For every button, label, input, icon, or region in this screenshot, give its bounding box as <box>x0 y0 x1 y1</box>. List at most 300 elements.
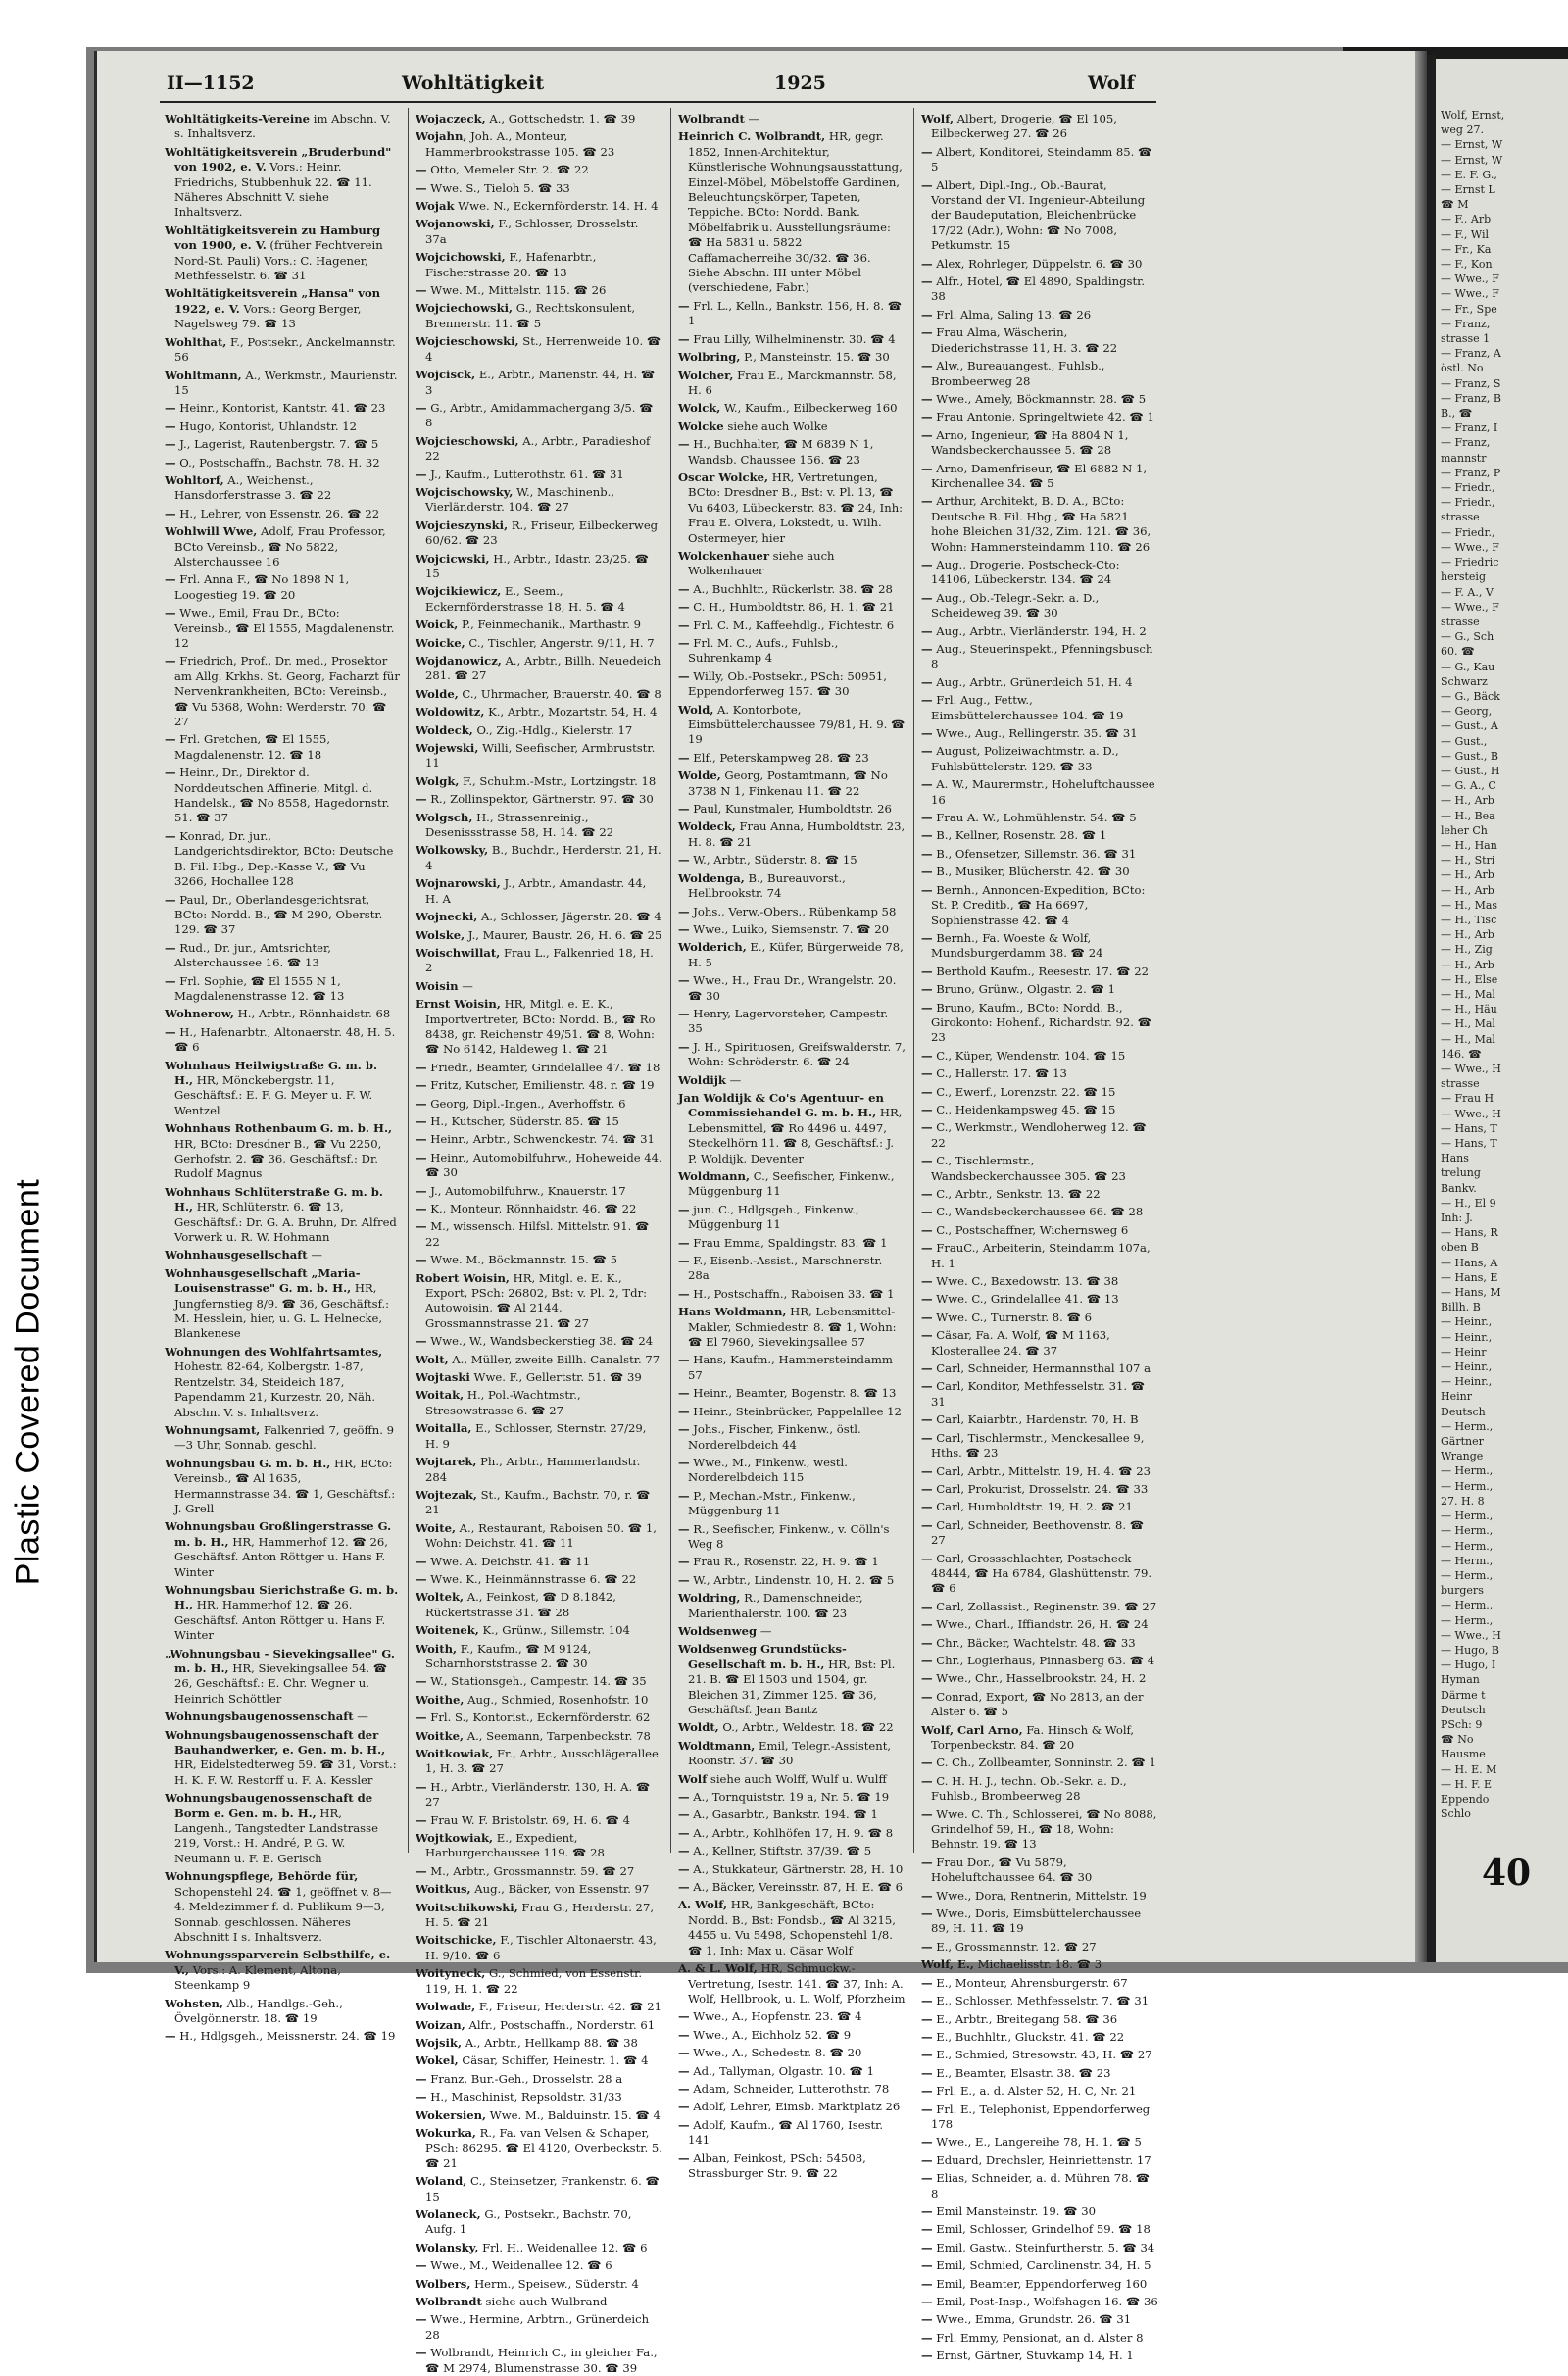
entry-name: Wohltätigkeitsverein „Bruderbund" von 1902, e. V. <box>165 144 392 174</box>
entry-details: H., Arbtr., Idastr. 23/25. ☎ 15 <box>425 551 650 580</box>
entry-name: — <box>921 1635 933 1650</box>
entry-details: Emil Mansteinstr. 19. ☎ 30 <box>936 2203 1096 2218</box>
directory-entry <box>416 1747 662 1777</box>
entry-name: Woitschikowski, <box>416 1900 518 1914</box>
entry-name: — <box>921 1671 933 1686</box>
directory-entry <box>921 1654 1160 1668</box>
entry-details: siehe auch Wolff, Wulf u. Wulff <box>710 1771 887 1786</box>
directory-entry <box>921 410 1160 424</box>
entry-name: — <box>678 921 690 936</box>
entry-details: Heinr., Dr., Direktor d. Norddeutschen Affinerie, Mitgl. d. Handelsk., ☎ No 8558, Hagedornstr. 51. ☎ 37 <box>174 766 390 825</box>
entry-details: Wwe., H., Frau Dr., Wrangelstr. 20. ☎ 30 <box>688 973 897 1003</box>
entry-details: HR, Mitgl. e. E. K., Importvertreter, BCto: Nordd. B., ☎ Ro 8438, gr. Reichenstr 49/51. ☎ 8, Wohn: ☎ No 6142, Haldeweg 1. ☎ 21 <box>425 997 656 1057</box>
entry-details: August, Polizeiwachtmstr. a. D., Fuhlsbüttelerstr. 129. ☎ 33 <box>931 744 1119 773</box>
entry-details: Vors.: Georg Berger, Nagelsweg 79. ☎ 13 <box>174 301 362 331</box>
next-page-line: Billh. B <box>1441 1301 1481 1314</box>
directory-entry <box>416 434 662 465</box>
entry-name: Wolf, E., <box>921 1957 974 1972</box>
entry-details: Frau Alma, Wäscherin, Diederichstrasse 11, H. 3. ☎ 22 <box>931 325 1118 355</box>
entry-details: W., Arbtr., Süderstr. 8. ☎ 15 <box>693 853 858 867</box>
entry-details: H., Hafenarbtr., Altonaerstr. 48, H. 5. ☎ 6 <box>174 1024 396 1055</box>
directory-entry <box>416 687 662 702</box>
entry-details: R., Fa. van Velsen & Schaper, PSch: 86295. ☎ El 4120, Overbeckstr. 5. ☎ 21 <box>425 2125 662 2170</box>
entry-name: — <box>921 1807 933 1821</box>
entry-name: — <box>921 1517 933 1532</box>
entry-name: Wolcke <box>678 419 724 433</box>
directory-entry <box>678 1386 906 1401</box>
entry-details: H., Kutscher, Süderstr. 85. ☎ 15 <box>430 1114 619 1128</box>
entry-details: jun. C., Hdlgsgeh., Finkenw., Müggenburg 11 <box>688 1202 859 1232</box>
entry-name: — <box>921 325 933 340</box>
entry-details: Franz, Bur.-Geh., Drosselstr. 28 a <box>430 2071 623 2086</box>
directory-entry <box>678 973 906 1004</box>
entry-name: Wohnhausgesellschaft <box>165 1248 308 1262</box>
entry-details: A., Arbtr., Billh. Neuedeich 281. ☎ 27 <box>425 654 662 683</box>
entry-name: — <box>921 744 933 759</box>
entry-name: — <box>921 1855 933 1869</box>
next-page-line: — Heinr., <box>1441 1330 1493 1344</box>
entry-details: HR, Vertretungen, BCto: Dresdner B., Bst: v. Pl. 13, ☎ Vu 6403, Lübeckerstr. 83. ☎ 24, Inh: Frau E. Olvera, Lokstedt, u. Wilh. Ostermeyer, hier <box>688 470 904 545</box>
directory-entry <box>165 524 400 569</box>
entry-details: Frau Dor., ☎ Vu 5879, Hoheluftchaussee 64. ☎ 30 <box>931 1855 1093 1885</box>
entry-details: Frl. C. M., Kaffeehdlg., Fichtestr. 6 <box>693 618 895 632</box>
entry-name: — <box>921 391 933 406</box>
entry-name: — <box>921 2295 933 2308</box>
directory-entry <box>416 129 662 160</box>
entry-details: H., Lehrer, von Essenstr. 26. ☎ 22 <box>179 506 380 520</box>
entry-details: F., Hafenarbtr., Fischerstrasse 20. ☎ 13 <box>425 250 597 279</box>
directory-entry <box>678 1287 906 1302</box>
entry-details: B., Kellner, Rosenstr. 28. ☎ 1 <box>936 828 1107 843</box>
entry-name: — <box>921 1773 933 1788</box>
directory-entry <box>678 1720 906 1735</box>
entry-details: HR, Schmuckw.-Vertretung, Isestr. 141. ☎ 37, Inh: A. Wolf, Hellbrook, u. L. Wolf, Pforzheim <box>688 1961 906 2005</box>
entry-name: — <box>678 636 690 650</box>
entry-name: Wohltätigkeits-Vereine <box>165 112 311 125</box>
directory-entry <box>416 1933 662 1963</box>
directory-entry <box>416 843 662 873</box>
entry-name: Wohnungsbaugenossenschaft der Bauhandwerker, e. Gen. m. b. H., <box>165 1727 386 1757</box>
next-page-line: — Herm., <box>1441 1568 1494 1582</box>
next-page-line: — Hans, R <box>1441 1226 1498 1240</box>
directory-entry <box>165 1059 400 1119</box>
entry-name: — <box>678 2063 690 2078</box>
entry-name: Woldenga, <box>678 870 745 885</box>
entry-details: — <box>357 1709 368 1724</box>
entry-details: Ad., Tallyman, Olgastr. 10. ☎ 1 <box>693 2063 875 2078</box>
entry-name: — <box>921 461 933 475</box>
entry-details: Johs., Fischer, Finkenw., östl. Norderelbdeich 44 <box>688 1422 861 1452</box>
directory-entry <box>921 1464 1160 1479</box>
directory-entry <box>416 217 662 247</box>
directory-entry <box>165 335 400 366</box>
directory-entry <box>921 2295 1160 2309</box>
directory-entry <box>921 1940 1160 1955</box>
entry-name: — <box>678 2046 690 2060</box>
next-page-line: — H., Zig <box>1441 943 1493 957</box>
entry-name: — <box>165 940 176 955</box>
entry-name: — <box>921 1463 933 1478</box>
entry-details: E., Grossmannstr. 12. ☎ 27 <box>936 1939 1097 1954</box>
entry-details: HR, Bst: Pl. 21. B. ☎ El 1503 und 1504, gr. Bleichen 31, Zimmer 125. ☎ 36, Geschäftsf. Jean Bantz <box>688 1657 896 1716</box>
entry-name: Wokel, <box>416 2054 459 2068</box>
entry-name: — <box>165 572 176 587</box>
entry-details: B., Buchdr., Herderstr. 21, H. 4 <box>425 843 662 872</box>
directory-entry <box>678 350 906 365</box>
entry-name: Woischwillat, <box>416 945 501 960</box>
entry-name: — <box>416 1554 427 1568</box>
entry-name: Wohnungssparverein Selbsthilfe, e. V., <box>165 1948 391 1977</box>
entry-name: — <box>921 846 933 861</box>
entry-name: — <box>678 1039 690 1054</box>
entry-name: — <box>416 400 427 415</box>
entry-name: Wojcikiewicz, <box>416 584 502 599</box>
next-page-line: — F., Arb <box>1441 213 1492 226</box>
entry-details: Willy, Ob.-Postsekr., PSch: 50951, Eppendorferweg 157. ☎ 30 <box>688 668 887 699</box>
directory-entry <box>921 1807 1160 1853</box>
entry-details: HR, Hammerhof 12. ☎ 26, Geschäftsf. Anton Röttger u. Hans F. Winter <box>174 1598 386 1643</box>
entry-name: — <box>921 1154 933 1168</box>
entry-details: F., Tischler Altonaerstr. 43, H. 9/10. ☎ 6 <box>425 1933 657 1962</box>
next-page-line: östl. No <box>1441 362 1484 375</box>
next-page-line: oben B <box>1441 1241 1479 1255</box>
directory-entry <box>921 1120 1160 1151</box>
entry-details: E., Arbtr., Breitegang 58. ☎ 36 <box>936 2011 1118 2026</box>
next-page-line: weg 27. <box>1441 124 1484 137</box>
entry-name: — <box>921 1274 933 1289</box>
header-keyword: Wolf <box>1088 73 1135 94</box>
directory-entry <box>921 2135 1160 2150</box>
directory-entry <box>416 2018 662 2033</box>
entry-name: — <box>165 973 176 988</box>
directory-entry <box>678 871 906 902</box>
entry-name: — <box>921 256 933 271</box>
directory-entry <box>678 1007 906 1037</box>
directory-entry <box>678 940 906 970</box>
directory-entry <box>921 1412 1160 1427</box>
directory-entry <box>416 1202 662 1216</box>
directory-entry <box>165 112 400 142</box>
directory-entry <box>416 1151 662 1181</box>
directory-entry <box>416 2258 662 2273</box>
entry-name: Wojtaski <box>416 1370 470 1385</box>
entry-details: Aug., Drogerie, Postscheck-Cto: 14106, Lübeckerstr. 134. ☎ 24 <box>931 557 1120 587</box>
entry-name: — <box>921 1906 933 1921</box>
entry-name: — <box>678 2009 690 2024</box>
directory-entry <box>921 865 1160 879</box>
directory-entry <box>921 1552 1160 1597</box>
entry-details: Wwe., Luiko, Siemsenstr. 7. ☎ 20 <box>693 921 889 936</box>
entry-details: A., Schlosser, Jägerstr. 28. ☎ 4 <box>481 910 662 924</box>
entry-details: Wwe., Hermine, Arbtrn., Grünerdeich 28 <box>425 2312 650 2342</box>
next-page-line: — Wwe., H <box>1441 1628 1501 1642</box>
next-page-line: — Herm., <box>1441 1524 1494 1538</box>
directory-entry <box>165 1457 400 1517</box>
entry-name: — <box>678 2117 690 2132</box>
directory-entry <box>921 1361 1160 1376</box>
entry-details: Friedr., Beamter, Grindelallee 47. ☎ 18 <box>430 1060 661 1074</box>
directory-entry <box>921 2066 1160 2081</box>
entry-details: C., Seefischer, Finkenw., Müggenburg 11 <box>688 1169 895 1199</box>
entry-details: C., Postschaffner, Wichernsweg 6 <box>936 1222 1129 1237</box>
directory-entry <box>921 1154 1160 1184</box>
directory-entry <box>921 1690 1160 1720</box>
directory-entry <box>921 2084 1160 2099</box>
entry-name: Wolf <box>678 1771 708 1786</box>
directory-entry <box>678 1961 906 2006</box>
entry-name: — <box>921 1328 933 1343</box>
entry-details: Carl, Grossschlachter, Postscheck 48444, ☎ Ha 6784, Glashüttenstr. 79. ☎ 6 <box>931 1551 1152 1596</box>
directory-entry <box>678 401 906 416</box>
directory-entry <box>678 1091 906 1166</box>
directory-entry <box>921 2241 1160 2255</box>
header-rule <box>160 101 1156 103</box>
next-page-line: — Herm., <box>1441 1613 1494 1627</box>
directory-entry <box>678 470 906 546</box>
directory-entry <box>678 2009 906 2024</box>
entry-details: Aug., Ob.-Telegr.-Sekr. a. D., Scheideweg 39. ☎ 30 <box>931 590 1100 620</box>
entry-name: — <box>921 2153 933 2167</box>
entry-details: Willi, Seefischer, Armbruststr. 11 <box>425 741 656 770</box>
next-page-line: hersteig <box>1441 570 1486 584</box>
next-page-line: — Heinr., <box>1441 1375 1493 1389</box>
entry-name: — <box>678 1488 690 1503</box>
entry-details: E., Beamter, Elsastr. 38. ☎ 23 <box>936 2065 1111 2080</box>
entry-name: — <box>921 2330 933 2345</box>
entry-name: — <box>921 1379 933 1394</box>
directory-entry <box>921 847 1160 862</box>
entry-details: Albert, Konditorei, Steindamm 85. ☎ 5 <box>931 144 1152 174</box>
directory-column-2 <box>416 112 662 2375</box>
directory-entry <box>678 1898 906 1958</box>
entry-details: A., Arbtr., Kohlhöfen 17, H. 9. ☎ 8 <box>693 1825 894 1840</box>
directory-entry <box>416 283 662 298</box>
entry-name: Wolansky, <box>416 2240 479 2254</box>
entry-name: Woldtmann, <box>678 1738 756 1753</box>
entry-details: Paul, Kunstmaler, Humboldtstr. 26 <box>693 802 892 817</box>
next-page-line: — H., El 9 <box>1441 1196 1496 1210</box>
side-label: Plastic Covered Document <box>9 1178 47 1586</box>
entry-name: Wolgk, <box>416 773 460 788</box>
entry-details: Emil, Telegr.-Assistent, Roonstr. 37. ☎ 30 <box>688 1738 892 1768</box>
directory-entry <box>165 473 400 504</box>
directory-entry <box>416 468 662 482</box>
entry-name: — <box>678 1790 690 1805</box>
entry-name: — <box>921 1310 933 1324</box>
entry-details: C., Tischlermstr., Wandsbeckerchaussee 305. ☎ 23 <box>931 1154 1126 1183</box>
directory-entry <box>921 428 1160 459</box>
directory-entry <box>416 1623 662 1638</box>
entry-name: Wohnungsbaugenossenschaft de Borm e. Gen. m. b. H., <box>165 1791 373 1820</box>
entry-name: — <box>416 1132 427 1147</box>
entry-details: C., Steinsetzer, Frankenstr. 6. ☎ 15 <box>425 2174 660 2203</box>
entry-details: Chr., Logierhaus, Pinnasberg 63. ☎ 4 <box>936 1653 1155 1667</box>
directory-entry <box>416 250 662 280</box>
next-page-line: — Wwe., F <box>1441 272 1499 286</box>
next-page-line: — Friedric <box>1441 556 1499 569</box>
entry-details: J., Lagerist, Rautenbergstr. 7. ☎ 5 <box>179 437 379 452</box>
entry-name: — <box>921 2349 933 2363</box>
entry-name: — <box>678 1254 690 1268</box>
entry-details: A., Tornquiststr. 19 a, Nr. 5. ☎ 19 <box>693 1790 890 1805</box>
next-page-line: — Friedr., <box>1441 525 1495 539</box>
directory-entry <box>416 584 662 615</box>
directory-entry <box>416 1780 662 1810</box>
directory-entry <box>165 286 400 331</box>
entry-details: Wwe. K., Heinmännstrasse 6. ☎ 22 <box>430 1571 637 1586</box>
entry-details: H., Arbtr., Vierländerstr. 130, H. A. ☎ 27 <box>425 1779 651 1809</box>
entry-details: Wwe. C., Turnerstr. 8. ☎ 6 <box>936 1310 1092 1324</box>
next-page-line: — Hans, A <box>1441 1256 1498 1269</box>
directory-entry <box>165 1345 400 1420</box>
entry-name: — <box>921 2222 933 2237</box>
entry-details: Fritz, Kutscher, Emilienstr. 48. r. ☎ 19 <box>430 1078 655 1093</box>
entry-name: Wohltätigkeitsverein „Hansa" von 1922, e. V. <box>165 286 381 316</box>
entry-name: — <box>416 2312 427 2327</box>
entry-name: Woitkus, <box>416 1882 471 1897</box>
entry-name: — <box>165 1024 176 1039</box>
entry-name: — <box>921 2011 933 2026</box>
directory-entry <box>678 2118 906 2149</box>
directory-entry <box>165 1948 400 1993</box>
directory-entry <box>921 462 1160 492</box>
directory-entry <box>921 1482 1160 1497</box>
entry-name: Wohnhaus Heilwigstraße G. m. b. H., <box>165 1058 377 1087</box>
directory-entry <box>678 1405 906 1419</box>
entry-details: B., Bureauvorst., Hellbrookstr. 74 <box>688 870 846 901</box>
entry-name: Wojtkowiak, <box>416 1831 494 1846</box>
entry-details: A. W., Maurermstr., Hoheluftchaussee 16 <box>931 777 1155 807</box>
entry-name: — <box>921 1481 933 1496</box>
entry-name: Wolkowsky, <box>416 843 489 858</box>
directory-entry <box>678 332 906 347</box>
entry-details: K., Grünw., Sillemstr. 104 <box>482 1623 630 1638</box>
directory-entry <box>416 741 662 771</box>
next-page-line: — Hans, E <box>1441 1270 1498 1284</box>
directory-entry <box>921 1889 1160 1904</box>
entry-name: — <box>921 1066 933 1081</box>
entry-details: Fa. Hinsch & Wolf, Torpenbeckstr. 84. ☎ 20 <box>931 1722 1135 1752</box>
directory-entry <box>416 1813 662 1828</box>
next-page-line: 27. H. 8 <box>1441 1494 1485 1508</box>
directory-entry <box>416 334 662 365</box>
entry-name: — <box>921 1084 933 1099</box>
directory-entry <box>416 485 662 516</box>
directory-entry <box>678 1489 906 1519</box>
next-page-line: — H., Han <box>1441 838 1497 852</box>
directory-entry <box>921 828 1160 843</box>
next-page-line: — Fr., Spe <box>1441 302 1497 316</box>
entry-name: Wojnarowski, <box>416 876 501 891</box>
directory-entry <box>416 1831 662 1861</box>
next-page-line: strasse <box>1441 615 1480 628</box>
entry-details: W., Kaufm., Eilbeckerweg 160 <box>724 401 898 416</box>
directory-entry <box>678 1073 906 1088</box>
entry-name: — <box>678 1286 690 1301</box>
entry-name: Hans Woldmann, <box>678 1305 787 1319</box>
entry-name: — <box>921 1994 933 2008</box>
entry-name: Wohnungsamt, <box>165 1422 261 1437</box>
entry-name: Wojaczeck, <box>416 112 486 125</box>
entry-details: G., Rechtskonsulent, Brennerstr. 11. ☎ 5 <box>425 301 636 330</box>
entry-details: siehe auch Wulbrand <box>485 2295 608 2308</box>
directory-entry <box>416 654 662 684</box>
directory-entry <box>921 2103 1160 2133</box>
directory-entry <box>416 1642 662 1672</box>
entry-name: Wohnhausgesellschaft „Maria-Louisenstrasse" G. m. b. H., <box>165 1265 361 1296</box>
entry-details: R., Zollinspektor, Gärtnerstr. 97. ☎ 30 <box>430 792 654 807</box>
entry-name: — <box>416 283 427 298</box>
entry-name: — <box>921 1599 933 1613</box>
directory-entry <box>165 456 400 470</box>
entry-details: Berthold Kaufm., Reesestr. 17. ☎ 22 <box>936 964 1150 978</box>
entry-details: Michaelisstr. 18. ☎ 3 <box>977 1957 1102 1972</box>
entry-name: — <box>678 668 690 683</box>
entry-name: Woityneck, <box>416 1966 486 1981</box>
next-page-line: — Hugo, B <box>1441 1643 1499 1657</box>
entry-name: — <box>921 882 933 897</box>
entry-name: — <box>416 1779 427 1794</box>
entry-details: Ph., Arbtr., Hammerlandstr. 284 <box>425 1455 641 1484</box>
entry-name: — <box>416 467 427 481</box>
entry-details: P., Mechan.-Mstr., Finkenw., Müggenburg 11 <box>688 1488 856 1518</box>
directory-entry <box>921 178 1160 254</box>
entry-name: — <box>921 964 933 978</box>
entry-details: Frl. Emmy, Pensionat, an d. Alster 8 <box>936 2330 1144 2345</box>
entry-details: P., Mansteinstr. 15. ☎ 30 <box>744 350 890 365</box>
directory-entry <box>165 1997 400 2027</box>
next-page-line: — F., Wil <box>1441 227 1490 241</box>
next-page-line: — Ernst L <box>1441 183 1495 197</box>
entry-details: im Abschn. V. s. Inhaltsverz. <box>174 112 391 141</box>
next-page-line: — Herm., <box>1441 1599 1494 1612</box>
entry-details: Wwe. C. Th., Schlosserei, ☎ No 8088, Grindelhof 59, H., ☎ 18, Wohn: Behnstr. 19. ☎ 13 <box>931 1807 1157 1852</box>
entry-details: Wwe. F., Gellertstr. 51. ☎ 39 <box>473 1370 642 1385</box>
entry-details: Heinr., Arbtr., Schwenckestr. 74. ☎ 31 <box>430 1132 655 1147</box>
entry-details: Wwe., Emma, Grundstr. 26. ☎ 31 <box>936 2312 1132 2327</box>
directory-entry <box>416 181 662 196</box>
next-page-line: — Franz, I <box>1441 421 1498 435</box>
entry-details: J., Automobilfuhrw., Knauerstr. 17 <box>430 1183 626 1198</box>
entry-name: — <box>678 1880 690 1895</box>
directory-entry <box>416 552 662 582</box>
directory-entry <box>921 2331 1160 2346</box>
entry-name: Wolske, <box>416 927 466 942</box>
next-page-line: — Herm., <box>1441 1464 1494 1478</box>
entry-name: — <box>921 2084 933 2099</box>
entry-name: Woitalla, <box>416 1421 472 1436</box>
directory-entry <box>416 1271 662 1332</box>
entry-details: C. H. H. J., techn. Ob.-Sekr. a. D., Fuhlsb., Brombeerweg 28 <box>931 1773 1127 1804</box>
entry-name: Woldeck, <box>678 819 736 834</box>
entry-name: Wolgsch, <box>416 810 473 824</box>
directory-entry <box>416 1590 662 1620</box>
directory-entry <box>678 369 906 399</box>
entry-details: A., Arbtr., Paradieshof 22 <box>425 433 651 464</box>
entry-details: P., Feinmechanik., Marthastr. 9 <box>462 618 641 632</box>
entry-name: — <box>416 1219 427 1234</box>
entry-details: Emil, Gastw., Steinfurtherstr. 5. ☎ 34 <box>936 2240 1155 2254</box>
directory-entry <box>921 1311 1160 1325</box>
entry-name: — <box>678 1353 690 1367</box>
entry-details: Frau R., Rosenstr. 22, H. 9. ☎ 1 <box>693 1555 879 1569</box>
entry-details: C., Tischler, Angerstr. 9/11, H. 7 <box>468 635 655 650</box>
entry-details: Hugo, Kontorist, Uhlandstr. 12 <box>179 419 358 433</box>
entry-name: Wohnungsbau Großlingerstrasse G. m. b. H., <box>165 1519 392 1549</box>
directory-entry <box>165 1007 400 1021</box>
directory-entry <box>921 1500 1160 1514</box>
page-fold-shadow <box>1415 51 1427 1962</box>
